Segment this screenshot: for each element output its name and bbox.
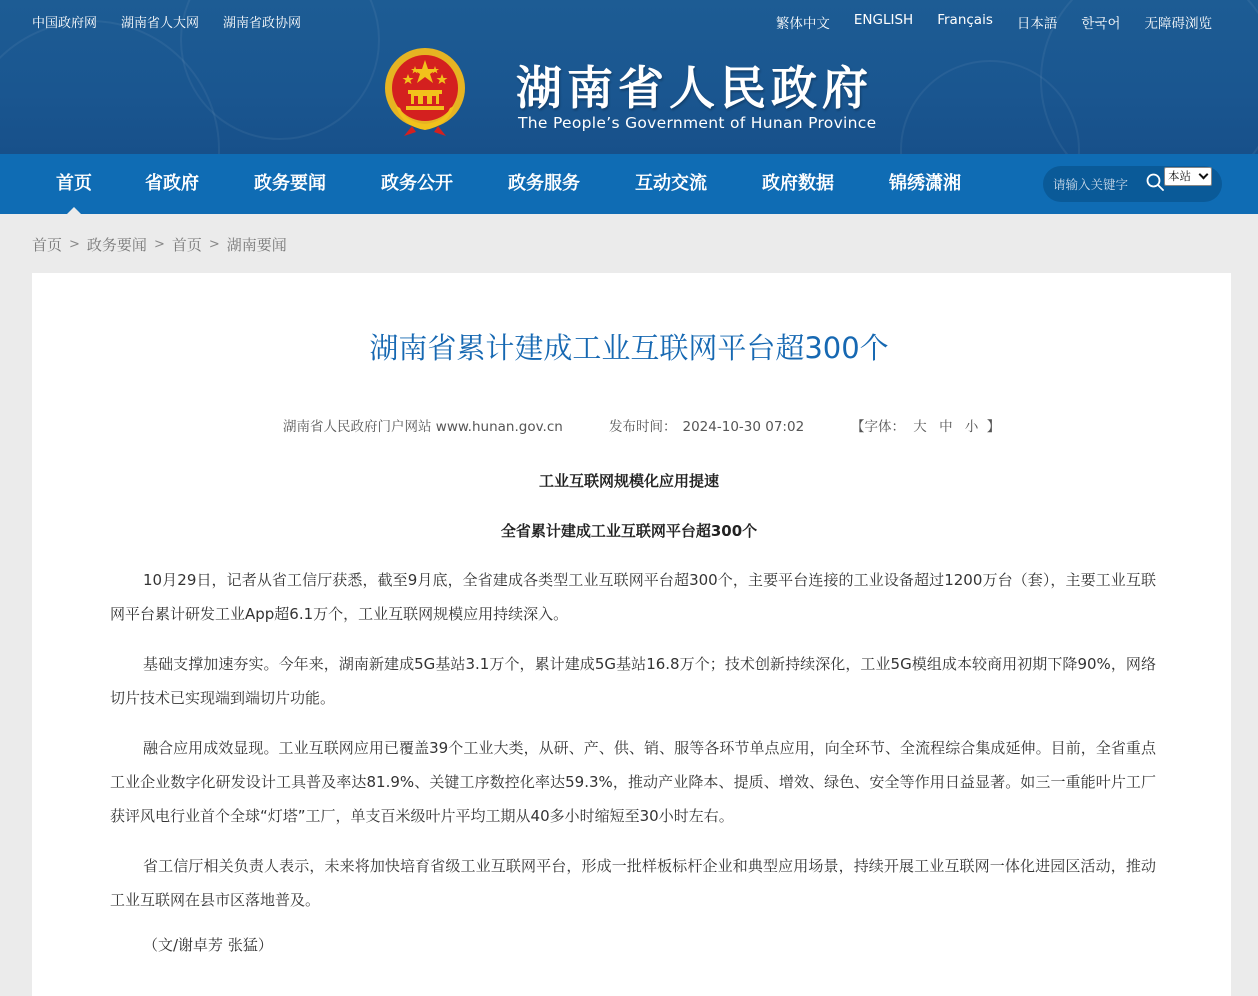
breadcrumb-separator: > <box>69 237 80 252</box>
site-header <box>0 0 1258 154</box>
nav-interaction[interactable]: 互动交流 <box>635 173 707 194</box>
article-signature: （文/谢卓芳 张猛） <box>143 936 273 954</box>
site-title-cn: 湖南省人民政府 <box>516 61 873 115</box>
top-link-gov[interactable]: 中国政府网 <box>32 16 98 31</box>
font-size-small-button[interactable]: 小 <box>964 419 979 435</box>
font-size-label: 【字体： <box>851 419 905 435</box>
font-size-close: 】 <box>986 419 1001 435</box>
publish-info <box>609 415 804 435</box>
breadcrumb-separator: > <box>153 237 165 252</box>
article-paragraph: 省工信厅相关负责人表示，未来将加快培育省级工业互联网平台，形成一批样板标杆企业和典型应用场景，持续开展工业互联网一体化进园区活动，推动工业互联网在县市区落地普及。 <box>110 857 1156 909</box>
font-size-medium-button[interactable]: 中 <box>939 419 953 435</box>
breadcrumb-hunan-news[interactable]: 湖南要闻 <box>226 236 287 254</box>
national-emblem-icon <box>382 46 468 138</box>
breadcrumb-home[interactable]: 首页 <box>32 236 63 254</box>
nav-government-data[interactable]: 政府数据 <box>762 173 834 194</box>
search-input[interactable] <box>1053 174 1149 194</box>
accessibility-link[interactable]: 无障碍浏览 <box>1144 16 1212 32</box>
article-paragraph: 10月29日，记者从省工信厅获悉，截至9月底，全省建成各类型工业互联网平台超300个，主要平台连接的工业设备超过1200万台（套），主要工业互联网平台累计研发工业App超6.1万个，工业互联网规模应用持续深入。 <box>110 571 1156 623</box>
top-link-cppcc[interactable]: 湖南省政协网 <box>223 16 302 31</box>
top-link-npc[interactable]: 湖南省人大网 <box>121 16 200 31</box>
top-links <box>32 12 301 31</box>
nav-government-services[interactable]: 政务服务 <box>508 173 580 194</box>
breadcrumb-news[interactable]: 政务要闻 <box>86 236 147 254</box>
language-links <box>776 12 1212 32</box>
lang-french[interactable]: Français <box>937 12 993 28</box>
nav-scenic-hunan[interactable]: 锦绣潇湘 <box>889 173 961 194</box>
site-title-en: The People’s Government of Hunan Province <box>518 114 877 132</box>
font-size-controls <box>851 415 1000 435</box>
article-paragraph: 融合应用成效显现。工业互联网应用已覆盖39个工业大类，从研、产、供、销、服等各环节单点应用，向全环节、全流程综合集成延伸。目前，全省重点工业企业数字化研发设计工具普及率达81.9%、关键工序数控化率达59.3%，推动产业降本、提质、增效、绿色、安全等作用日益显著。如三一重能叶片工厂获评风电行业首个全球“灯塔”工厂，单支百米级叶片平均工期从40多小时缩短至30小时左右。 <box>110 739 1156 825</box>
lang-traditional-chinese[interactable]: 繁体中文 <box>775 16 830 32</box>
article-source <box>283 415 563 435</box>
search-icon[interactable] <box>1146 173 1164 191</box>
font-size-large-button[interactable]: 大 <box>913 419 927 435</box>
article-paragraph: 基础支撑加速夯实。今年来，湖南新建成5G基站3.1万个，累计建成5G基站16.8万个；技术创新持续深化，工业5G模组成本较商用初期下降90%，网络切片技术已实现端到端切片功能。 <box>110 655 1156 707</box>
nav-government-affairs[interactable]: 政务公开 <box>381 173 453 194</box>
lang-korean[interactable]: 한국어 <box>1081 16 1121 32</box>
breadcrumb-home-2[interactable]: 首页 <box>171 236 202 254</box>
chevron-down-icon <box>1199 170 1209 180</box>
article-subhead-1: 工业互联网规模化应用提速 <box>538 472 719 490</box>
nav-government-news[interactable]: 政务要闻 <box>254 173 326 194</box>
search-scope-select[interactable] <box>1164 167 1212 186</box>
publish-time: 2024-10-30 07:02 <box>682 419 805 435</box>
breadcrumb <box>32 234 287 255</box>
lang-japanese[interactable]: 日本語 <box>1016 16 1058 32</box>
lang-english[interactable]: ENGLISH <box>853 12 914 28</box>
article-subhead-2: 全省累计建成工业互联网平台超300个 <box>500 522 758 540</box>
breadcrumb-separator: > <box>208 237 220 252</box>
nav-home[interactable]: 首页 <box>56 154 92 214</box>
publish-label: 发布时间： <box>609 419 677 435</box>
search-scope-value: 本站 <box>1168 169 1191 183</box>
nav-provincial-government[interactable]: 省政府 <box>145 173 199 194</box>
source-text: 湖南省人民政府门户网站 www.hunan.gov.cn <box>283 419 563 435</box>
article-title: 湖南省累计建成工业互联网平台超300个 <box>369 331 889 365</box>
